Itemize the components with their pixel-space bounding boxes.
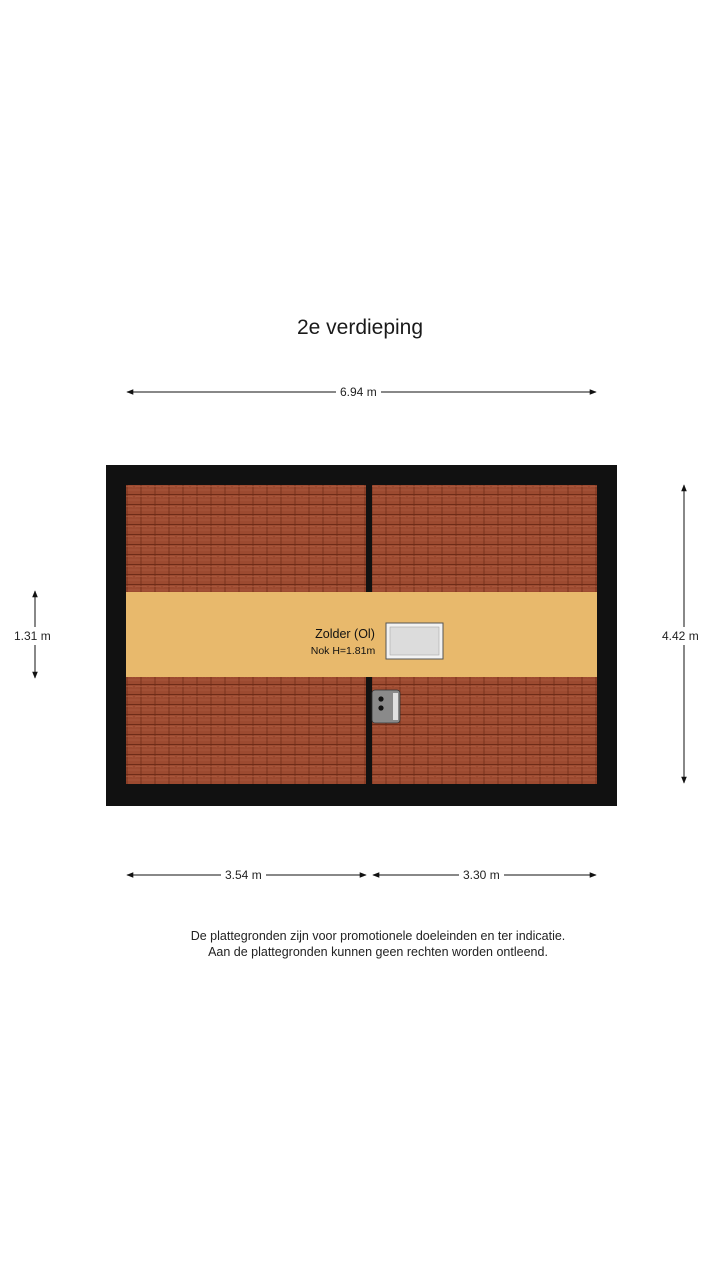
dim-label-left-band: 1.31 m [14,629,51,643]
floor-title: 2e verdieping [296,316,424,339]
chimney-vent-icon [372,690,400,723]
dim-label-bottom-right: 3.30 m [459,868,504,882]
room-ridge-height: Nok H=1.81m [310,645,376,657]
roof-bottom-left [126,677,366,784]
partition-wall-bottom [366,684,372,784]
floor-plan [106,465,617,806]
dim-label-top-width: 6.94 m [336,385,381,399]
disclaimer-line-2: Aan de plattegronden kunnen geen rechten worden ontleend. [208,945,548,959]
room-name: Zolder (Ol) [315,627,375,641]
roof-top-right [372,485,597,592]
dim-label-bottom-left: 3.54 m [221,868,266,882]
disclaimer-line-1: De plattegronden zijn voor promotionele doeleinden en ter indicatie. [190,929,566,943]
disclaimer [0,928,720,960]
roof-bottom-right [372,677,597,784]
dim-label-right-height: 4.42 m [662,629,699,643]
partition-wall-top [366,485,372,585]
skylight-icon [386,623,443,659]
roof-top-left [126,485,366,592]
